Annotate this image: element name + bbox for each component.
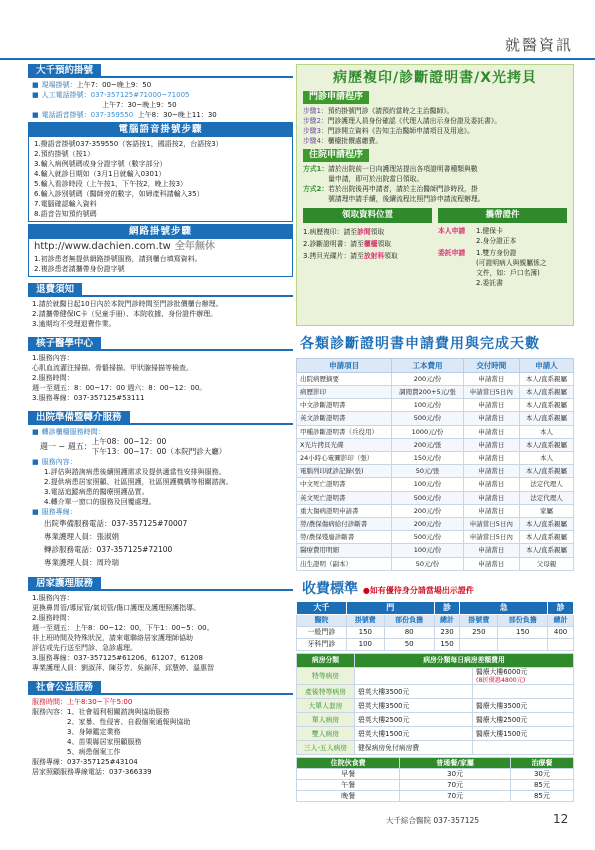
table-cell: 30元 xyxy=(510,769,573,780)
text-line: 3.服務專線：037-357125#53111 xyxy=(32,393,145,402)
table-cell: 晚餐 xyxy=(297,791,400,802)
table-cell: 24小時心電圖影印（張） xyxy=(297,452,392,465)
table-cell: 申請當日 xyxy=(463,412,519,425)
footer-hospital: 大千綜合醫院 037-357125 xyxy=(386,816,480,825)
column-header: 醫院 xyxy=(297,615,347,627)
table-row xyxy=(297,491,574,504)
inpatient-method xyxy=(303,164,567,184)
table-cell: 出院病歷摘要 xyxy=(297,372,392,385)
table-cell: 50 xyxy=(384,639,434,651)
text-line: 1.服務內容： xyxy=(32,593,74,602)
text-line: 4.輸入就診日期如（3月1日就輸入0301） xyxy=(34,170,166,178)
ward-rate: 碧英大樓3500元 xyxy=(355,685,473,699)
text-line: 醫療大樓3500元 xyxy=(476,701,528,710)
table-cell: 100元/份 xyxy=(392,399,463,412)
table-cell: 申請當日5日內 xyxy=(463,386,519,399)
text-line: 3.逾期均不受理退費作業。 xyxy=(32,319,116,328)
table-cell: 本人 xyxy=(519,452,573,465)
text-line: 醫療大樓6000元 xyxy=(476,668,528,677)
step-text: 門診開立資料《告知主治醫師申請項目及用途》。 xyxy=(327,126,474,135)
table-row xyxy=(297,557,574,570)
pickup-item xyxy=(303,250,432,262)
table-cell: 本人/直系親屬 xyxy=(519,372,573,385)
text-line: 2.服務時間： xyxy=(32,613,74,622)
text-line: 文件，如：戶口名簿) xyxy=(476,268,540,277)
text-line: 號請理申請手續，後續流程比照門診申請流程辦理。 xyxy=(328,195,485,203)
table-cell: 本人/直系親屬 xyxy=(519,465,573,478)
table-cell: 申請當日 xyxy=(463,372,519,385)
table-cell: 230 xyxy=(434,627,460,639)
text-line: 2.預約掛號（按1） xyxy=(34,150,95,158)
text-line: 1.撥語音掛號037-359550（客語按1，國語按2，台語按3） xyxy=(34,140,223,148)
table-cell: 病歷影印 xyxy=(297,386,392,399)
step-label: 步驟1： xyxy=(303,106,328,115)
table-cell: 200元/份 xyxy=(392,372,463,385)
charges-title: 收費標準 ●如有優待身分請當場出示證件 xyxy=(302,580,474,597)
text-line: 1、社會福利相關諮詢與協助服務 xyxy=(67,707,170,716)
ward-name: 產後特等病房 xyxy=(297,685,355,699)
page-number: 12 xyxy=(553,812,569,826)
table-row xyxy=(297,741,574,755)
text-line: 8.語音告知預約號碼 xyxy=(34,210,97,218)
table-row xyxy=(297,452,574,465)
reservation-section: 大千預約掛號 ■ 現場掛號：上午7：00~晚上9：50 ■ 人工電話掛號：037-357125#71000~71005 上午7：30~晚上9：50 ■ 電話語音掛號：037-359550 上午8：30~晚上11：30 電腦語音掛號步驟 1.撥語音掛號037-359550（客語按1，國語按2，台語按3） 2.預約掛號（按1） 3.輸入病例號碼或身分證字號（數字部分） 4.輸入就診日期如（3月1日就輸入0301） 5.輸入看診時段（上午按1，下午按2，晚上按3） 6.輸入診別號碼（醫師旁的數字，如婦產科請輸入35） 7.電腦確認輸入資料 8.語音告知預約號碼 網路掛號步驟 http://www.dachien.com.tw 全年無休 1.初診患者無提供網路掛號服務，請到櫃台填寫資料。 2.複診患者請攜帶身份證字號 xyxy=(28,64,293,277)
bullet-icon: ■ xyxy=(32,111,39,119)
step-text: 預約掛號門診《請預約當時之主治醫師》。 xyxy=(327,106,454,115)
text-line: 1.服務內容： xyxy=(32,353,74,362)
table-row xyxy=(297,668,574,685)
text-line: (8折優惠4800元) xyxy=(476,676,526,684)
column-header: 總計 xyxy=(434,615,460,627)
text-line: 1.請於就醫日起10日內於本院門診時間至門診批價櫃台辦理。 xyxy=(32,299,223,308)
table-cell: 本人/直系親屬 xyxy=(519,386,573,399)
bullet-icon: ■ xyxy=(32,81,39,89)
table-cell: 150 xyxy=(498,627,548,639)
table-cell: 申請當日 xyxy=(463,452,519,465)
fees-title: 各類診斷證明書申請費用與完成天數 xyxy=(300,336,540,352)
table-cell: 法定代理人 xyxy=(519,478,573,491)
method-label: 方式1： xyxy=(303,165,329,173)
ward-rate xyxy=(473,668,574,685)
voice-booking-box: 電腦語音掛號步驟 1.撥語音掛號037-359550（客語按1，國語按2，台語按3） 2.預約掛號（按1） 3.輸入病例號碼或身分證字號（數字部分） 4.輸入就診日期如（3月1日就輸入0301） 5.輸入看診時段（上午按1，下午按2，晚上按3） 6.輸入診別號碼（醫師旁的數字，如婦產科請輸入35） 7.電腦確認輸入資料 8.語音告知預約號碼 xyxy=(28,122,293,222)
table-cell: 申請當日 xyxy=(463,504,519,517)
discharge-section: 出院準備暨轉介服務 ■ 轉診櫃檯服務時間： 週一 ~ 週五： 上午08：00~12：00 下午13：00~17：00（本院門診大廳） ■ 服務內容： 1.評估與諮詢病患後續照護需求及提供適當性安排與服務。 2.提供病患居家照顧、社區照護，社區照護機構等相關諮詢。 3.電話追蹤病患的醫療照護品質。 4.轉介單一窗口的服務及回覆處理。 ■ 服務專線： 出院準備服務電話：037-357125#70007 專業護理人員：張淑娟 轉診服務電話：037-357125#72100 專業護理人員：周玲瑞 xyxy=(28,411,293,571)
text-line: 4、苗栗縣居家照顧服務 xyxy=(67,737,142,746)
table-cell: 本人/直系親屬 xyxy=(519,531,573,544)
table-cell: 本人/直系親屬 xyxy=(519,438,573,451)
table-row xyxy=(297,425,574,438)
text-line: 領取 xyxy=(377,239,392,248)
table-cell: 申請當日 xyxy=(463,399,519,412)
text-line: 2.委託書 xyxy=(476,278,503,287)
section-title: 核子醫學中心 xyxy=(28,337,101,351)
text-line: 領取 xyxy=(370,227,385,236)
meal-table: 住院伙食費 普通餐/家屬 治療餐 早餐 30元 30元 午餐 70元 85元 晚餐 70元 85元 xyxy=(296,757,574,802)
text-line: 醫療大樓1500元 xyxy=(476,729,528,738)
table-cell: 500元/份 xyxy=(392,531,463,544)
outpatient-step xyxy=(303,136,567,146)
table-row xyxy=(297,685,574,699)
table-cell: 500元/份 xyxy=(392,412,463,425)
table-cell: 150 xyxy=(346,627,384,639)
table-cell: 50元/張 xyxy=(392,465,463,478)
text-line: 3.服務專線：037-357125#61206、61207、61208 xyxy=(32,653,203,662)
table-cell: 本人/直系親屬 xyxy=(519,544,573,557)
table-row xyxy=(297,478,574,491)
table-cell: 勞/農保傷病給付診斷書 xyxy=(297,517,392,530)
ward-rate xyxy=(473,741,574,755)
ward-rate xyxy=(473,685,574,699)
table-cell: 本人/直系親屬 xyxy=(519,517,573,530)
table-cell: 申請當日 xyxy=(463,425,519,438)
text-line: 診間 xyxy=(357,227,371,236)
table-cell: 申請當日5日內 xyxy=(463,531,519,544)
bullet-icon: ■ xyxy=(32,507,39,516)
text-line: 心肌血流灌注掃描、骨骼掃描、甲狀腺掃描等檢查。 xyxy=(32,363,193,372)
text-line: 領取 xyxy=(384,251,398,260)
table-cell: 85元 xyxy=(510,780,573,791)
text-line: 週一至週五：上午8：00~12：00，下午1：00~5：00。 xyxy=(32,623,214,632)
records-title: 病歷複印/診斷證明書/X光拷貝 xyxy=(332,70,538,86)
table-cell: 申請當日5日內 xyxy=(463,517,519,530)
text-line: 2.診斷證明書：請至 xyxy=(303,239,364,248)
home-care-section xyxy=(28,577,293,675)
column-header: 掛號費 xyxy=(346,615,384,627)
outpatient-step xyxy=(303,106,567,116)
table-row xyxy=(297,438,574,451)
inpatient-method xyxy=(303,184,567,204)
refund-section xyxy=(28,283,293,331)
text-line: 6.輸入診別號碼（醫師旁的數字，如婦產科請輸入35） xyxy=(34,190,204,198)
nuclear-medicine-section xyxy=(28,337,293,405)
bullet-icon: ■ xyxy=(32,457,39,466)
text-line: 1.健保卡 xyxy=(476,226,503,235)
table-row xyxy=(297,699,574,713)
step-label: 步驟4： xyxy=(303,136,328,145)
text-line: 量申請，即可於出院當日領取。 xyxy=(328,175,424,183)
text-line: 1.評估與諮詢病患後續照護需求及提供適當性安排與服務。 xyxy=(44,467,226,476)
ward-rate: 碧英大樓2500元 xyxy=(355,713,473,727)
page-title: 就醫資訊 xyxy=(504,36,573,54)
table-row xyxy=(297,531,574,544)
table-cell: 500元/份 xyxy=(392,491,463,504)
column-header: 總計 xyxy=(548,615,574,627)
bullet-icon: ■ xyxy=(32,427,39,436)
text-line: 3.輸入病例號碼或身分證字號（數字部分） xyxy=(34,160,167,168)
ward-rate: 健保病房免付病房費 xyxy=(355,741,473,755)
text-line: 醫療大樓2500元 xyxy=(476,715,528,724)
text-line: 週一至週五：8：00~17：00 週六：8：00~12：00。 xyxy=(32,383,207,392)
social-service-section: 社會公益服務 服務時間：上午8:30~下午5:00 服務內容： 1、社會福利相關諮詢與協助服務 2、家暴、性侵害、自殺個案通報與協助 3、身障鑑定業務 4、苗栗縣居家照顧服務 5、病患個案工作 服務專線：037-357125#43104 居家照顧服務專線電話：037-366339 xyxy=(28,681,293,779)
table-row xyxy=(297,412,574,425)
table-cell: 70元 xyxy=(400,791,511,802)
table-cell: 申請當日 xyxy=(463,557,519,570)
table-cell: 100 xyxy=(346,639,384,651)
website-link[interactable]: http://www.dachien.com.tw xyxy=(34,241,171,252)
text-line: 3、身障鑑定業務 xyxy=(67,727,121,736)
table-row xyxy=(297,517,574,530)
section-title: 居家護理服務 xyxy=(28,577,101,591)
table-row xyxy=(297,627,574,639)
text-line: 3.電話追蹤病患的醫療照護品質。 xyxy=(44,487,149,496)
section-title: 出院準備暨轉介服務 xyxy=(28,411,130,425)
table-cell: 重大傷病證明申請書 xyxy=(297,504,392,517)
text-line: 若於出院後再申請者，請於主治醫師門診時段，掛 xyxy=(328,185,478,193)
text-line: 請於出院前一日向護理站提出各項證明書種類與數 xyxy=(328,165,478,173)
ward-name: 三人-五人病房 xyxy=(297,741,355,755)
table-cell: 申請當日 xyxy=(463,544,519,557)
table-row xyxy=(297,504,574,517)
step-text: 門診護理人員身份確認《代理人請出示身份證及委託書》。 xyxy=(327,116,502,125)
clinic-charge-table: 大千 門 診 急 診 醫院 掛號費 部份負擔 總計 掛號費 部份負擔 總計 一般門診 150 80 230 250 150 400 牙科門診 100 50 150 xyxy=(296,601,574,651)
inpatient-tag: 住院申請程序 xyxy=(303,149,369,162)
table-cell: 勞/農保殘廢診斷書 xyxy=(297,531,392,544)
outpatient-tag: 門診申請程序 xyxy=(303,91,369,104)
table-cell: 電腦列印就診記錄(張) xyxy=(297,465,392,478)
table-cell: 本人/直系親屬 xyxy=(519,399,573,412)
table-cell: 本人/直系親屬 xyxy=(519,412,573,425)
ward-rate: 碧英大樓1500元 xyxy=(355,727,473,741)
text-line: 2.服務時間： xyxy=(32,373,74,382)
table-cell: 400 xyxy=(548,627,574,639)
column-header: 交付時間 xyxy=(463,358,519,372)
table-cell: 30元 xyxy=(400,769,511,780)
table-cell: 英文死亡證明書 xyxy=(297,491,392,504)
table-row xyxy=(297,780,574,791)
pickup-item xyxy=(303,226,432,238)
text-line: 3.拷貝光碟片：請至 xyxy=(303,251,364,260)
records-box: 病歷複印/診斷證明書/X光拷貝 門診申請程序 步驟1：預約掛號門診《請預約當時之主治醫師》。 步驟2：門診護理人員身份確認《代理人請出示身份證及委託書》。 步驟3：門診開立資料《告知主治醫師申請項目及用途》。 步驟4：櫃檯批價處繳費。 住院申請程序 方式1： 請於出院前一日向護理站提出各項證明書種類與數 量申請，即可於出院當日領取。 方式2： 若於出院後再申請者，請於主治醫師門診時段，掛 號請理申請手續，後續流程比照門診申請流程辦理。 領取資料位置 1.病歷複印：請至診間領取 2.診斷證明書：請至櫃檯領取 3.拷貝光碟片：請至放射科領取 攜帶證件 本人申請 1.健保卡 2.身分證正本 委託申請 1.雙方身份證 (可證明病人與親屬係之 文件，如：戶口名簿) 2.委託書 xyxy=(296,64,574,326)
step-label: 步驟3： xyxy=(303,126,328,135)
table-row xyxy=(297,544,574,557)
column-header: 工本費用 xyxy=(392,358,463,372)
table-cell: 調閱費200+5元/張 xyxy=(392,386,463,399)
table-row xyxy=(297,769,574,780)
step-text: 櫃檯批價處繳費。 xyxy=(327,136,383,145)
text-line: 5、病患個案工作 xyxy=(67,747,121,756)
table-cell: 申請當日 xyxy=(463,465,519,478)
table-row xyxy=(297,372,574,385)
table-row xyxy=(297,399,574,412)
table-cell: 父母親 xyxy=(519,557,573,570)
table-cell: 200元/份 xyxy=(392,517,463,530)
table-cell: 100元/份 xyxy=(392,544,463,557)
column-header: 掛號費 xyxy=(460,615,498,627)
text-line: 2.提供病患居家照顧、社區照護，社區照護機構等相關諮詢。 xyxy=(44,477,233,486)
table-cell: 150 xyxy=(434,639,460,651)
table-cell xyxy=(548,639,574,651)
table-row xyxy=(297,791,574,802)
table-cell: 250 xyxy=(460,627,498,639)
ward-name: 雙人病房 xyxy=(297,727,355,741)
text-line: 專業護理人員：劉淑萍、陳芬芳、吳錦萍、邱慧婷、溫惠智 xyxy=(32,663,214,672)
web-booking-box: 網路掛號步驟 http://www.dachien.com.tw 全年無休 1.初診患者無提供網路掛號服務，請到櫃台填寫資料。 2.複診患者請攜帶身份證字號 xyxy=(28,224,293,277)
text-line: 放射科 xyxy=(363,251,385,260)
table-cell: X光片拷貝光碟 xyxy=(297,438,392,451)
table-cell: 85元 xyxy=(510,791,573,802)
ward-rate: 碧英大樓3500元 xyxy=(355,699,473,713)
table-cell: 200元/張 xyxy=(392,438,463,451)
table-cell: 100元/份 xyxy=(392,478,463,491)
table-cell: 一般門診 xyxy=(297,627,347,639)
ward-name: 大單人套房 xyxy=(297,699,355,713)
table-cell: 早餐 xyxy=(297,769,400,780)
outpatient-step xyxy=(303,116,567,126)
text-line: (可證明病人與親屬係之 xyxy=(476,258,547,267)
table-cell: 150元/份 xyxy=(392,452,463,465)
table-row xyxy=(297,465,574,478)
method-text xyxy=(328,184,484,204)
table-cell: 1000元/份 xyxy=(392,425,463,438)
header-rule xyxy=(0,58,595,60)
text-line: 評估或先行送至門診、急診處理。 xyxy=(32,643,137,652)
table-cell xyxy=(498,639,548,651)
table-cell: 200元/份 xyxy=(392,504,463,517)
column-header: 部份負擔 xyxy=(384,615,434,627)
text-line: 2.請攜帶健保IC卡（兒童手冊）、本院收據、身份證件辦理。 xyxy=(32,309,218,318)
table-row xyxy=(297,713,574,727)
table-cell: 申請當日 xyxy=(463,438,519,451)
ward-rate xyxy=(355,668,473,685)
column-header: 部份負擔 xyxy=(498,615,548,627)
right-column xyxy=(296,64,574,802)
table-cell: 法定代理人 xyxy=(519,491,573,504)
table-cell: 申請當日 xyxy=(463,491,519,504)
table-cell: 50元/份 xyxy=(392,557,463,570)
text-line: 7.電腦確認輸入資料 xyxy=(34,200,97,208)
table-cell: 80 xyxy=(384,627,434,639)
table-cell: 甲種診斷證明書（兵役用） xyxy=(297,425,392,438)
section-title: 大千預約掛號 xyxy=(28,64,101,78)
table-cell: 本人 xyxy=(519,425,573,438)
pickup-title: 領取資料位置 xyxy=(303,208,432,223)
bullet-icon: ■ xyxy=(32,91,39,99)
table-cell: 70元 xyxy=(400,780,511,791)
fees-table xyxy=(296,358,574,571)
outpatient-step xyxy=(303,126,567,136)
table-cell: 中文診斷證明書 xyxy=(297,399,392,412)
table-cell: 申請當日 xyxy=(463,478,519,491)
table-row xyxy=(297,386,574,399)
column-header: 申請項目 xyxy=(297,358,392,372)
text-line: 更換鼻胃管/導尿管/氣切管/傷口護理及護理照護指導。 xyxy=(32,603,201,612)
ward-name: 單人病房 xyxy=(297,713,355,727)
table-cell: 牙科門診 xyxy=(297,639,347,651)
table-cell: 家屬 xyxy=(519,504,573,517)
ward-rate xyxy=(473,699,574,713)
text-line: 非上班時間及特殊狀況，請來電聯絡居家護理師協助 xyxy=(32,633,193,642)
text-line: 4.轉介單一窗口的服務及回覆處理。 xyxy=(44,497,156,506)
ward-table: 病房分類 病房分類每日病房差額費用 特等病房 醫療大樓6000元 (8折優惠4800元) 產後特等病房 碧英大樓3500元 大單人套房 碧英大樓3500元 醫療大樓3500元 單人病房 碧英大樓2500元 醫療大樓2500元 雙人病房 碧英大樓1500元 醫療大樓1500元 三人-五人病房 健保病房免付病房費 xyxy=(296,653,574,755)
section-title: 社會公益服務 xyxy=(28,681,101,695)
pickup-item xyxy=(303,238,432,250)
section-title: 退費須知 xyxy=(28,283,82,297)
text-line: 1.雙方身份證 xyxy=(476,248,517,257)
table-row xyxy=(297,727,574,741)
left-column xyxy=(28,64,293,785)
table-row xyxy=(297,639,574,651)
ward-rate xyxy=(473,727,574,741)
text-line: 2、家暴、性侵害、自殺個案通報與協助 xyxy=(67,717,191,726)
ward-name: 特等病房 xyxy=(297,668,355,685)
table-cell: 英文診斷證明書 xyxy=(297,412,392,425)
table-cell: 出生證明（副本） xyxy=(297,557,392,570)
column-header: 申請人 xyxy=(519,358,573,372)
text-line: 5.輸入看診時段（上午按1，下午按2，晚上按3） xyxy=(34,180,188,188)
text-line: 2.身分證正本 xyxy=(476,236,517,245)
table-cell xyxy=(460,639,498,651)
method-label: 方式2： xyxy=(303,185,329,193)
step-label: 步驟2： xyxy=(303,116,328,125)
text-line: 櫃檯 xyxy=(363,239,378,248)
table-cell: 醫療費用明細 xyxy=(297,544,392,557)
method-text xyxy=(328,164,478,184)
documents-title: 攜帶證件 xyxy=(438,208,567,223)
table-cell: 午餐 xyxy=(297,780,400,791)
table-cell: 中文死亡證明書 xyxy=(297,478,392,491)
ward-rate xyxy=(473,713,574,727)
text-line: 1.病歷複印：請至 xyxy=(303,227,358,236)
